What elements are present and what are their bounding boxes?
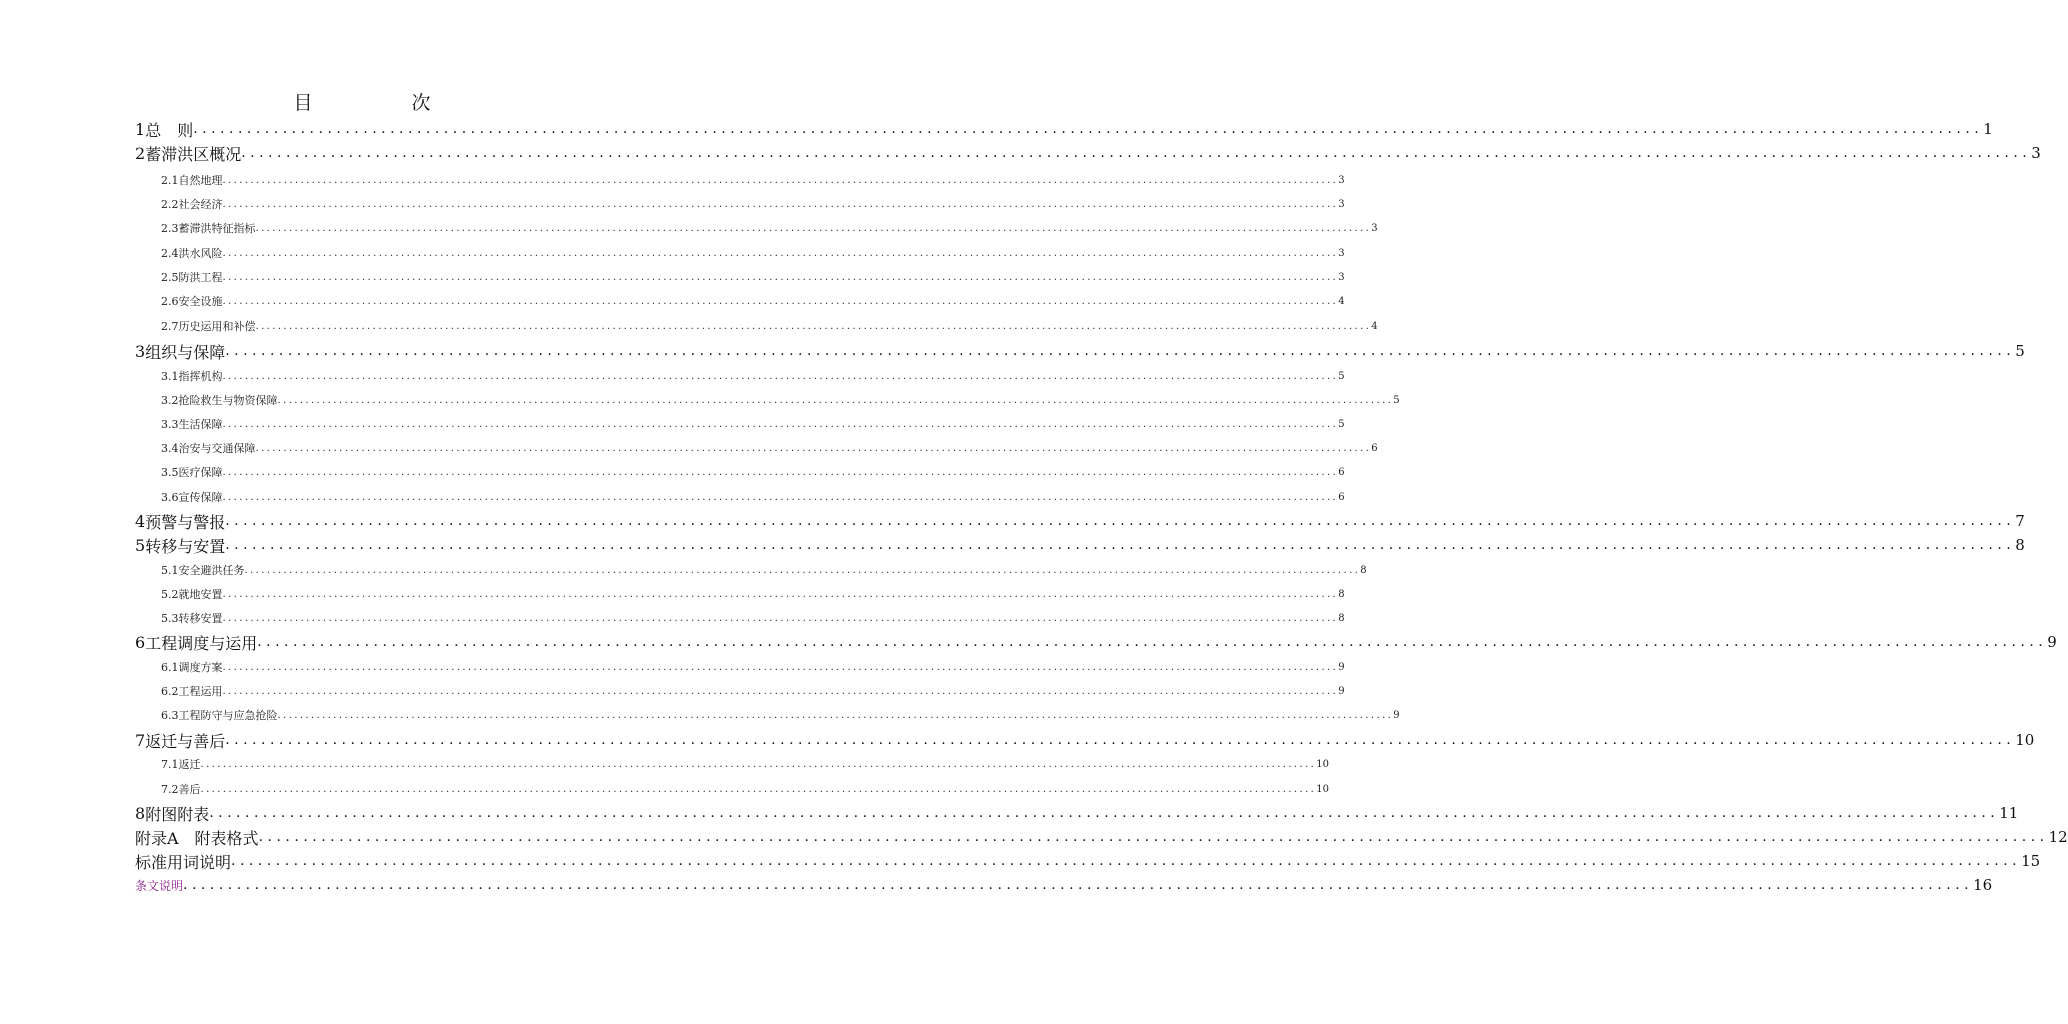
toc-leader-dots: ........................................................................................................................................................................................................ xyxy=(200,783,1317,795)
toc-entry[interactable] xyxy=(135,825,2068,849)
toc-entry[interactable] xyxy=(161,192,1345,216)
toc-page-number: 12 xyxy=(2048,828,2068,846)
toc-entry[interactable] xyxy=(161,606,1345,630)
toc-label: 转移与安置 xyxy=(145,536,226,556)
toc-number: 2.6 xyxy=(161,294,179,308)
toc-number: 6 xyxy=(135,632,146,652)
toc-label: 组织与保障 xyxy=(145,342,226,362)
toc-label: 安全避洪任务 xyxy=(178,564,245,577)
toc-entry[interactable] xyxy=(135,509,2025,533)
toc-entry[interactable] xyxy=(135,849,2041,873)
toc-entry[interactable] xyxy=(161,168,1345,192)
toc-page-number: 16 xyxy=(1973,876,1993,894)
toc-leader-dots: ........................................................................................................................................................................................................ xyxy=(255,320,1372,332)
toc-leader-dots: ........................................................................................................................................................................................................ xyxy=(222,466,1339,478)
toc-label: 调度方案 xyxy=(178,661,223,674)
toc-number: 7 xyxy=(135,730,146,750)
toc-leader-dots: ........................................................................................................................................................................................................ xyxy=(257,634,2048,650)
toc-label: 附图附表 xyxy=(145,804,210,824)
toc-entry[interactable] xyxy=(161,216,1378,240)
toc-page-number: 5 xyxy=(1393,394,1400,406)
toc-label: 生活保障 xyxy=(178,418,223,431)
toc-entry[interactable] xyxy=(161,703,1400,727)
toc-page-number: 6 xyxy=(1371,442,1378,454)
toc-label: 社会经济 xyxy=(178,198,223,211)
toc-page-number: 5 xyxy=(1338,370,1345,382)
toc-leader-dots: ........................................................................................................................................................................................................ xyxy=(209,805,2000,821)
toc-leader-dots: ........................................................................................................................................................................................................ xyxy=(241,145,2032,161)
toc-page-number: 3 xyxy=(1371,222,1378,234)
toc-leader-dots: ........................................................................................................................................................................................................ xyxy=(222,271,1339,283)
toc-page-number: 8 xyxy=(2015,536,2025,554)
toc-number: 2.2 xyxy=(161,197,179,211)
toc-number: 6.3 xyxy=(161,708,179,722)
toc-entry[interactable] xyxy=(161,582,1345,606)
toc-label: 预警与警报 xyxy=(145,512,226,532)
toc-number: 3.2 xyxy=(161,393,179,407)
toc-leader-dots: ........................................................................................................................................................................................................ xyxy=(222,174,1339,186)
toc-page-number: 3 xyxy=(1338,247,1345,259)
toc-label: 总 则 xyxy=(145,120,194,140)
toc-number: 7.2 xyxy=(161,782,179,796)
toc-leader-dots: ........................................................................................................................................................................................................ xyxy=(222,418,1339,430)
toc-label: 工程运用 xyxy=(178,685,223,698)
toc-label: 抢险救生与物资保障 xyxy=(178,394,278,407)
toc-label: 医疗保障 xyxy=(178,466,223,479)
toc-entry[interactable] xyxy=(135,630,2057,654)
toc-page-number: 5 xyxy=(1338,418,1345,430)
toc-label: 宣传保障 xyxy=(178,491,223,504)
toc-label: 条文说明 xyxy=(135,878,184,893)
toc-number: 3.1 xyxy=(161,369,179,383)
toc-leader-dots: ........................................................................................................................................................................................................ xyxy=(200,758,1317,770)
toc-leader-dots: ........................................................................................................................................................................................................ xyxy=(222,247,1339,259)
toc-leader-dots: ........................................................................................................................................................................................................ xyxy=(222,685,1339,697)
toc-page-number: 6 xyxy=(1338,466,1345,478)
toc-entry[interactable] xyxy=(135,141,2041,165)
toc-entry[interactable] xyxy=(135,801,2019,825)
toc-page-number: 7 xyxy=(2015,512,2025,530)
toc-leader-dots: ........................................................................................................................................................................................................ xyxy=(277,709,1394,721)
toc-page-number: 8 xyxy=(1338,588,1345,600)
toc-number: 2.5 xyxy=(161,270,179,284)
toc-leader-dots: ........................................................................................................................................................................................................ xyxy=(255,442,1372,454)
toc-entry[interactable] xyxy=(161,436,1378,460)
toc-leader-dots: ........................................................................................................................................................................................................ xyxy=(222,661,1339,673)
toc-label: 洪水风险 xyxy=(178,247,223,260)
toc-entry[interactable] xyxy=(161,655,1345,679)
toc-page-number: 1 xyxy=(1983,120,1993,138)
toc-leader-dots: ........................................................................................................................................................................................................ xyxy=(222,612,1339,624)
toc-entry[interactable] xyxy=(161,460,1345,484)
toc-leader-dots: ........................................................................................................................................................................................................ xyxy=(255,222,1372,234)
toc-leader-dots: ........................................................................................................................................................................................................ xyxy=(225,537,2016,553)
toc-entry[interactable] xyxy=(135,728,2035,752)
toc-label: 转移安置 xyxy=(178,612,223,625)
toc-page-number: 4 xyxy=(1371,320,1378,332)
toc-page-number: 3 xyxy=(1338,174,1345,186)
toc-leader-dots: ........................................................................................................................................................................................................ xyxy=(222,491,1339,503)
toc-number: 3 xyxy=(135,341,146,361)
toc-page-number: 9 xyxy=(1393,709,1400,721)
toc-entry[interactable] xyxy=(135,533,2025,557)
toc-leader-dots: ........................................................................................................................................................................................................ xyxy=(244,564,1361,576)
toc-entry[interactable] xyxy=(135,873,1993,897)
toc-page-number: 6 xyxy=(1338,491,1345,503)
toc-number: 6.1 xyxy=(161,660,179,674)
toc-entry[interactable] xyxy=(161,388,1400,412)
toc-label: 标准用词说明 xyxy=(135,852,232,872)
toc-label: 善后 xyxy=(178,783,201,796)
toc-number: 2.1 xyxy=(161,173,179,187)
toc-page-number: 8 xyxy=(1338,612,1345,624)
toc-leader-dots: ........................................................................................................................................................................................................ xyxy=(222,370,1339,382)
toc-entry[interactable] xyxy=(135,117,1993,141)
toc-leader-dots: ........................................................................................................................................................................................................ xyxy=(222,198,1339,210)
toc-page-number: 11 xyxy=(1999,804,2019,822)
toc-page-number: 3 xyxy=(1338,271,1345,283)
toc-leader-dots: ........................................................................................................................................................................................................ xyxy=(225,732,2016,748)
toc-leader-dots: ........................................................................................................................................................................................................ xyxy=(222,295,1339,307)
page-title: 目 次 xyxy=(293,92,471,114)
toc-page-number: 4 xyxy=(1338,295,1345,307)
toc-number: 5.2 xyxy=(161,587,179,601)
toc-number: 2.4 xyxy=(161,246,179,260)
toc-page-number: 3 xyxy=(1338,198,1345,210)
toc-number: 3.5 xyxy=(161,465,179,479)
toc-label: 自然地理 xyxy=(178,174,223,187)
toc-number: 2.7 xyxy=(161,319,179,333)
toc-entry[interactable] xyxy=(161,412,1345,436)
toc-page-number: 10 xyxy=(1316,758,1329,770)
toc-label: 附录A 附表格式 xyxy=(135,828,259,848)
toc-page-number: 9 xyxy=(2047,633,2057,651)
toc-label: 治安与交通保障 xyxy=(178,442,256,455)
toc-page-number: 10 xyxy=(2015,731,2035,749)
toc-entry[interactable] xyxy=(135,339,2025,363)
toc-entry[interactable] xyxy=(161,364,1345,388)
toc-number: 5.3 xyxy=(161,611,179,625)
toc-entry[interactable] xyxy=(161,289,1345,313)
toc-label: 蓄滞洪区概况 xyxy=(145,144,242,164)
toc-page-number: 8 xyxy=(1360,564,1367,576)
toc-leader-dots: ........................................................................................................................................................................................................ xyxy=(231,853,2022,869)
toc-number: 6.2 xyxy=(161,684,179,698)
toc-leader-dots: ........................................................................................................................................................................................................ xyxy=(277,394,1394,406)
toc-leader-dots: ........................................................................................................................................................................................................ xyxy=(193,121,1984,137)
toc-page-number: 5 xyxy=(2015,342,2025,360)
toc-leader-dots: ........................................................................................................................................................................................................ xyxy=(225,343,2016,359)
toc-number: 7.1 xyxy=(161,757,179,771)
toc-number: 4 xyxy=(135,511,146,531)
toc-label: 历史运用和补偿 xyxy=(178,320,256,333)
toc-leader-dots: ........................................................................................................................................................................................................ xyxy=(258,829,2049,845)
toc-entry[interactable] xyxy=(161,679,1345,703)
toc-number: 5.1 xyxy=(161,563,179,577)
toc-label: 工程调度与运用 xyxy=(145,633,258,653)
toc-label: 指挥机构 xyxy=(178,370,223,383)
toc-label: 返迁与善后 xyxy=(145,731,226,751)
toc-label: 工程防守与应急抢险 xyxy=(178,709,278,722)
toc-page-number: 15 xyxy=(2021,852,2041,870)
toc-entry[interactable] xyxy=(161,485,1345,509)
toc-number: 3.6 xyxy=(161,490,179,504)
toc-number: 3.4 xyxy=(161,441,179,455)
toc-leader-dots: ........................................................................................................................................................................................................ xyxy=(183,877,1974,893)
toc-label: 返迁 xyxy=(178,758,201,771)
toc-label: 就地安置 xyxy=(178,588,223,601)
toc-entry[interactable] xyxy=(161,558,1367,582)
toc-number: 8 xyxy=(135,803,146,823)
toc-entry[interactable] xyxy=(161,777,1329,801)
toc-number: 5 xyxy=(135,535,146,555)
toc-page-number: 3 xyxy=(2031,144,2041,162)
toc-label: 防洪工程 xyxy=(178,271,223,284)
toc-number: 2.3 xyxy=(161,221,179,235)
toc-entry[interactable] xyxy=(161,241,1345,265)
toc-page-number: 9 xyxy=(1338,661,1345,673)
toc-label: 安全设施 xyxy=(178,295,223,308)
toc-number: 3.3 xyxy=(161,417,179,431)
toc-leader-dots: ........................................................................................................................................................................................................ xyxy=(222,588,1339,600)
toc-label: 蓄滞洪特征指标 xyxy=(178,222,256,235)
toc-number: 1 xyxy=(135,119,146,139)
toc-page-number: 10 xyxy=(1316,783,1329,795)
toc-entry[interactable] xyxy=(161,752,1329,776)
toc-leader-dots: ........................................................................................................................................................................................................ xyxy=(225,513,2016,529)
toc-entry[interactable] xyxy=(161,265,1345,289)
toc-number: 2 xyxy=(135,143,146,163)
toc-page-number: 9 xyxy=(1338,685,1345,697)
toc-entry[interactable] xyxy=(161,314,1378,338)
